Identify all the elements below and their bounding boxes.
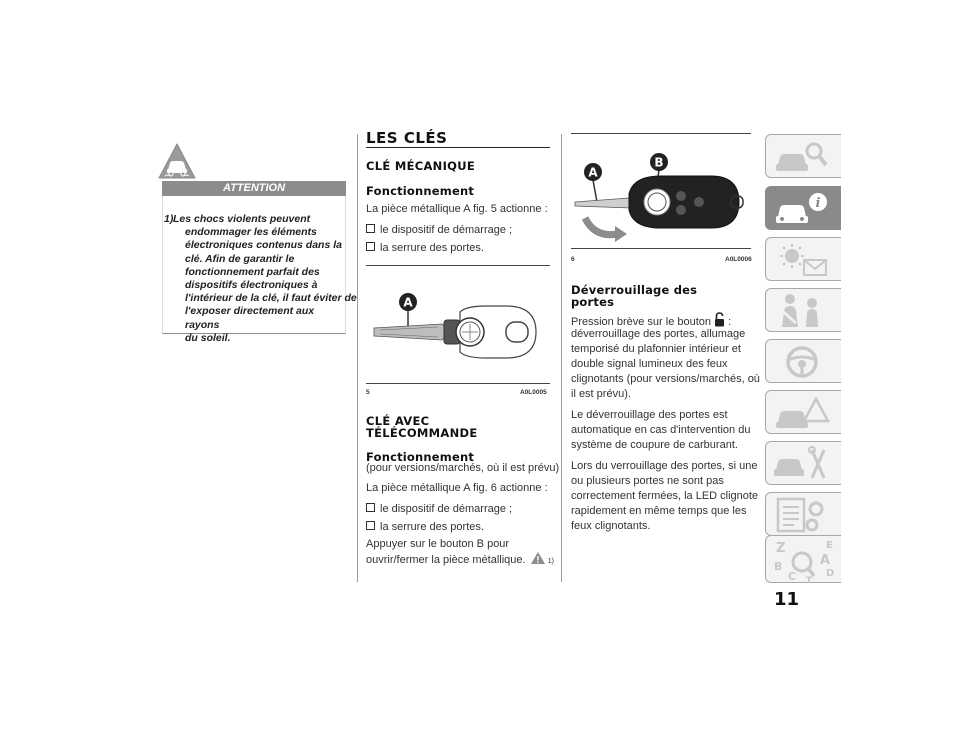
unlock-para3-line: ou plusieurs portes ne sont pas [571,475,724,487]
remote-availability-note: (pour versions/marchés, où il est prévu) [366,462,560,474]
tab-safety[interactable] [765,288,841,332]
steering-wheel-icon [766,340,842,384]
unlock-para1-line: temporisé du plafonnier intérieur et [571,343,741,355]
figure-5-number: 5 [366,389,370,396]
column-divider [357,134,358,582]
unlock-para1-line: clignotants (pour versions/marchés, où [571,373,760,385]
unlock-para3-line: feux clignotants. [571,520,651,532]
tab-alphabetical-index[interactable] [765,535,841,583]
unlock-para1-line: déverrouillage des portes, allumage [571,328,746,340]
svg-text:i: i [815,196,821,211]
index-letter: D [826,568,835,579]
mechanical-bullet: le dispositif de démarrage ; [366,224,512,236]
unlock-para1-line: double signal lumineux des feux [571,358,728,370]
warning-triangle-icon [531,552,545,564]
warning-number: 1) [164,213,174,225]
index-letter: C [788,570,797,583]
figure-5-code: A0L0005 [520,389,547,396]
safety-passenger-airbag-icon [766,289,842,333]
index-letter: T [806,576,813,584]
warning-reference: 1) [547,558,554,565]
tab-technical-data[interactable] [765,492,841,536]
figure-6-callout-b: B [654,155,664,170]
figure-6-code: A0L0006 [725,256,752,263]
warning-lines [173,213,357,345]
unlock-para3-line: rapidement en même temps que les [571,505,747,517]
section-title-rule [366,147,550,148]
warning-line: électroniques contenus dans la [185,239,342,252]
warning-line: fonctionnement parfait des [185,265,320,278]
remote-bullet: le dispositif de démarrage ; [366,503,512,515]
warning-line: Les chocs violents peuvent [173,213,311,225]
mechanical-bullet: la serrure des portes. [366,242,484,254]
bullet-square-icon [366,503,375,512]
figure-5-bottom-rule [366,383,550,384]
technical-data-icon [766,493,842,537]
warning-title: ATTENTION [162,181,346,196]
figure-6-bottom-rule [571,248,751,249]
car-tools-icon [766,442,842,486]
car-warning-icon [766,391,842,435]
section-title: LES CLÉS [366,129,448,147]
remote-subheading: Fonctionnement [366,450,475,464]
remote-bullet: la serrure des portes. [366,521,484,533]
unlock-para2-line: système de coupure de carburant. [571,439,738,451]
warning-line: l'intérieur de la clé, il faut éviter de [185,292,357,305]
tab-safety-info[interactable] [765,186,841,230]
mechanical-intro: La pièce métallique A fig. 5 actionne : [366,203,548,215]
figure-5-callout-a: A [403,295,413,310]
unlock-para1-line1: Pression brève sur le bouton : [571,312,731,331]
bullet-square-icon [366,224,375,233]
bullet-square-icon [366,521,375,530]
remote-key-heading-line1: CLÉ AVEC [366,414,430,428]
index-letter: E [826,540,833,551]
warning-line: clé. Afin de garantir le [185,252,295,265]
tab-knowing-your-car[interactable] [765,134,841,178]
index-letter: A [820,553,831,568]
car-skid-warning-icon [157,142,197,180]
unlock-para3-line: Lors du verrouillage des portes, si une [571,460,758,472]
figure-6-number: 6 [571,256,575,263]
unlock-para2-line: Le déverrouillage des portes est [571,409,728,421]
unlock-para1-line: il est prévu). [571,388,631,400]
remote-press-line1: Appuyer sur le bouton B pour [366,538,510,550]
page-number: 11 [774,589,800,610]
column-divider [561,134,562,582]
figure-5-mechanical-key [366,282,550,382]
car-magnifier-icon [766,135,842,179]
mechanical-key-heading: CLÉ MÉCANIQUE [366,159,476,173]
index-letter: B [774,560,783,573]
remote-key-heading-line2: TÉLÉCOMMANDE [366,426,478,440]
warning-line: dispositifs électroniques à [185,279,318,292]
warning-line: l'exposer directement aux rayons [185,305,315,331]
unlock-padlock-icon [714,312,725,327]
tab-starting-driving[interactable] [765,339,841,383]
tab-warning-lights[interactable] [765,237,841,281]
figure-6-remote-key [571,146,755,242]
figure-6-callout-a: A [588,165,598,180]
warning-line: endommager les éléments [185,226,317,239]
unlock-para3-line: correctement fermées, la LED clignote [571,490,759,502]
remote-intro: La pièce métallique A fig. 6 actionne : [366,482,548,494]
warning-light-message-icon [766,238,842,282]
warning-line: du soleil. [185,331,231,344]
tab-emergency[interactable] [765,390,841,434]
unlock-para2-line: automatique en cas d'intervention du [571,424,751,436]
remote-press-line2: ouvrir/fermer la pièce métallique. 1) [366,554,554,566]
alphabetical-index-icon [766,536,842,584]
unlock-heading-line2: portes [571,295,615,309]
unlock-heading-line1: Déverrouillage des [571,283,698,297]
car-info-icon [766,187,842,231]
figure-6-top-rule [571,133,751,134]
tab-maintenance[interactable] [765,441,841,485]
mechanical-subheading: Fonctionnement [366,184,475,198]
figure-5-top-rule [366,265,550,266]
index-letter: Z [776,541,786,556]
bullet-square-icon [366,242,375,251]
